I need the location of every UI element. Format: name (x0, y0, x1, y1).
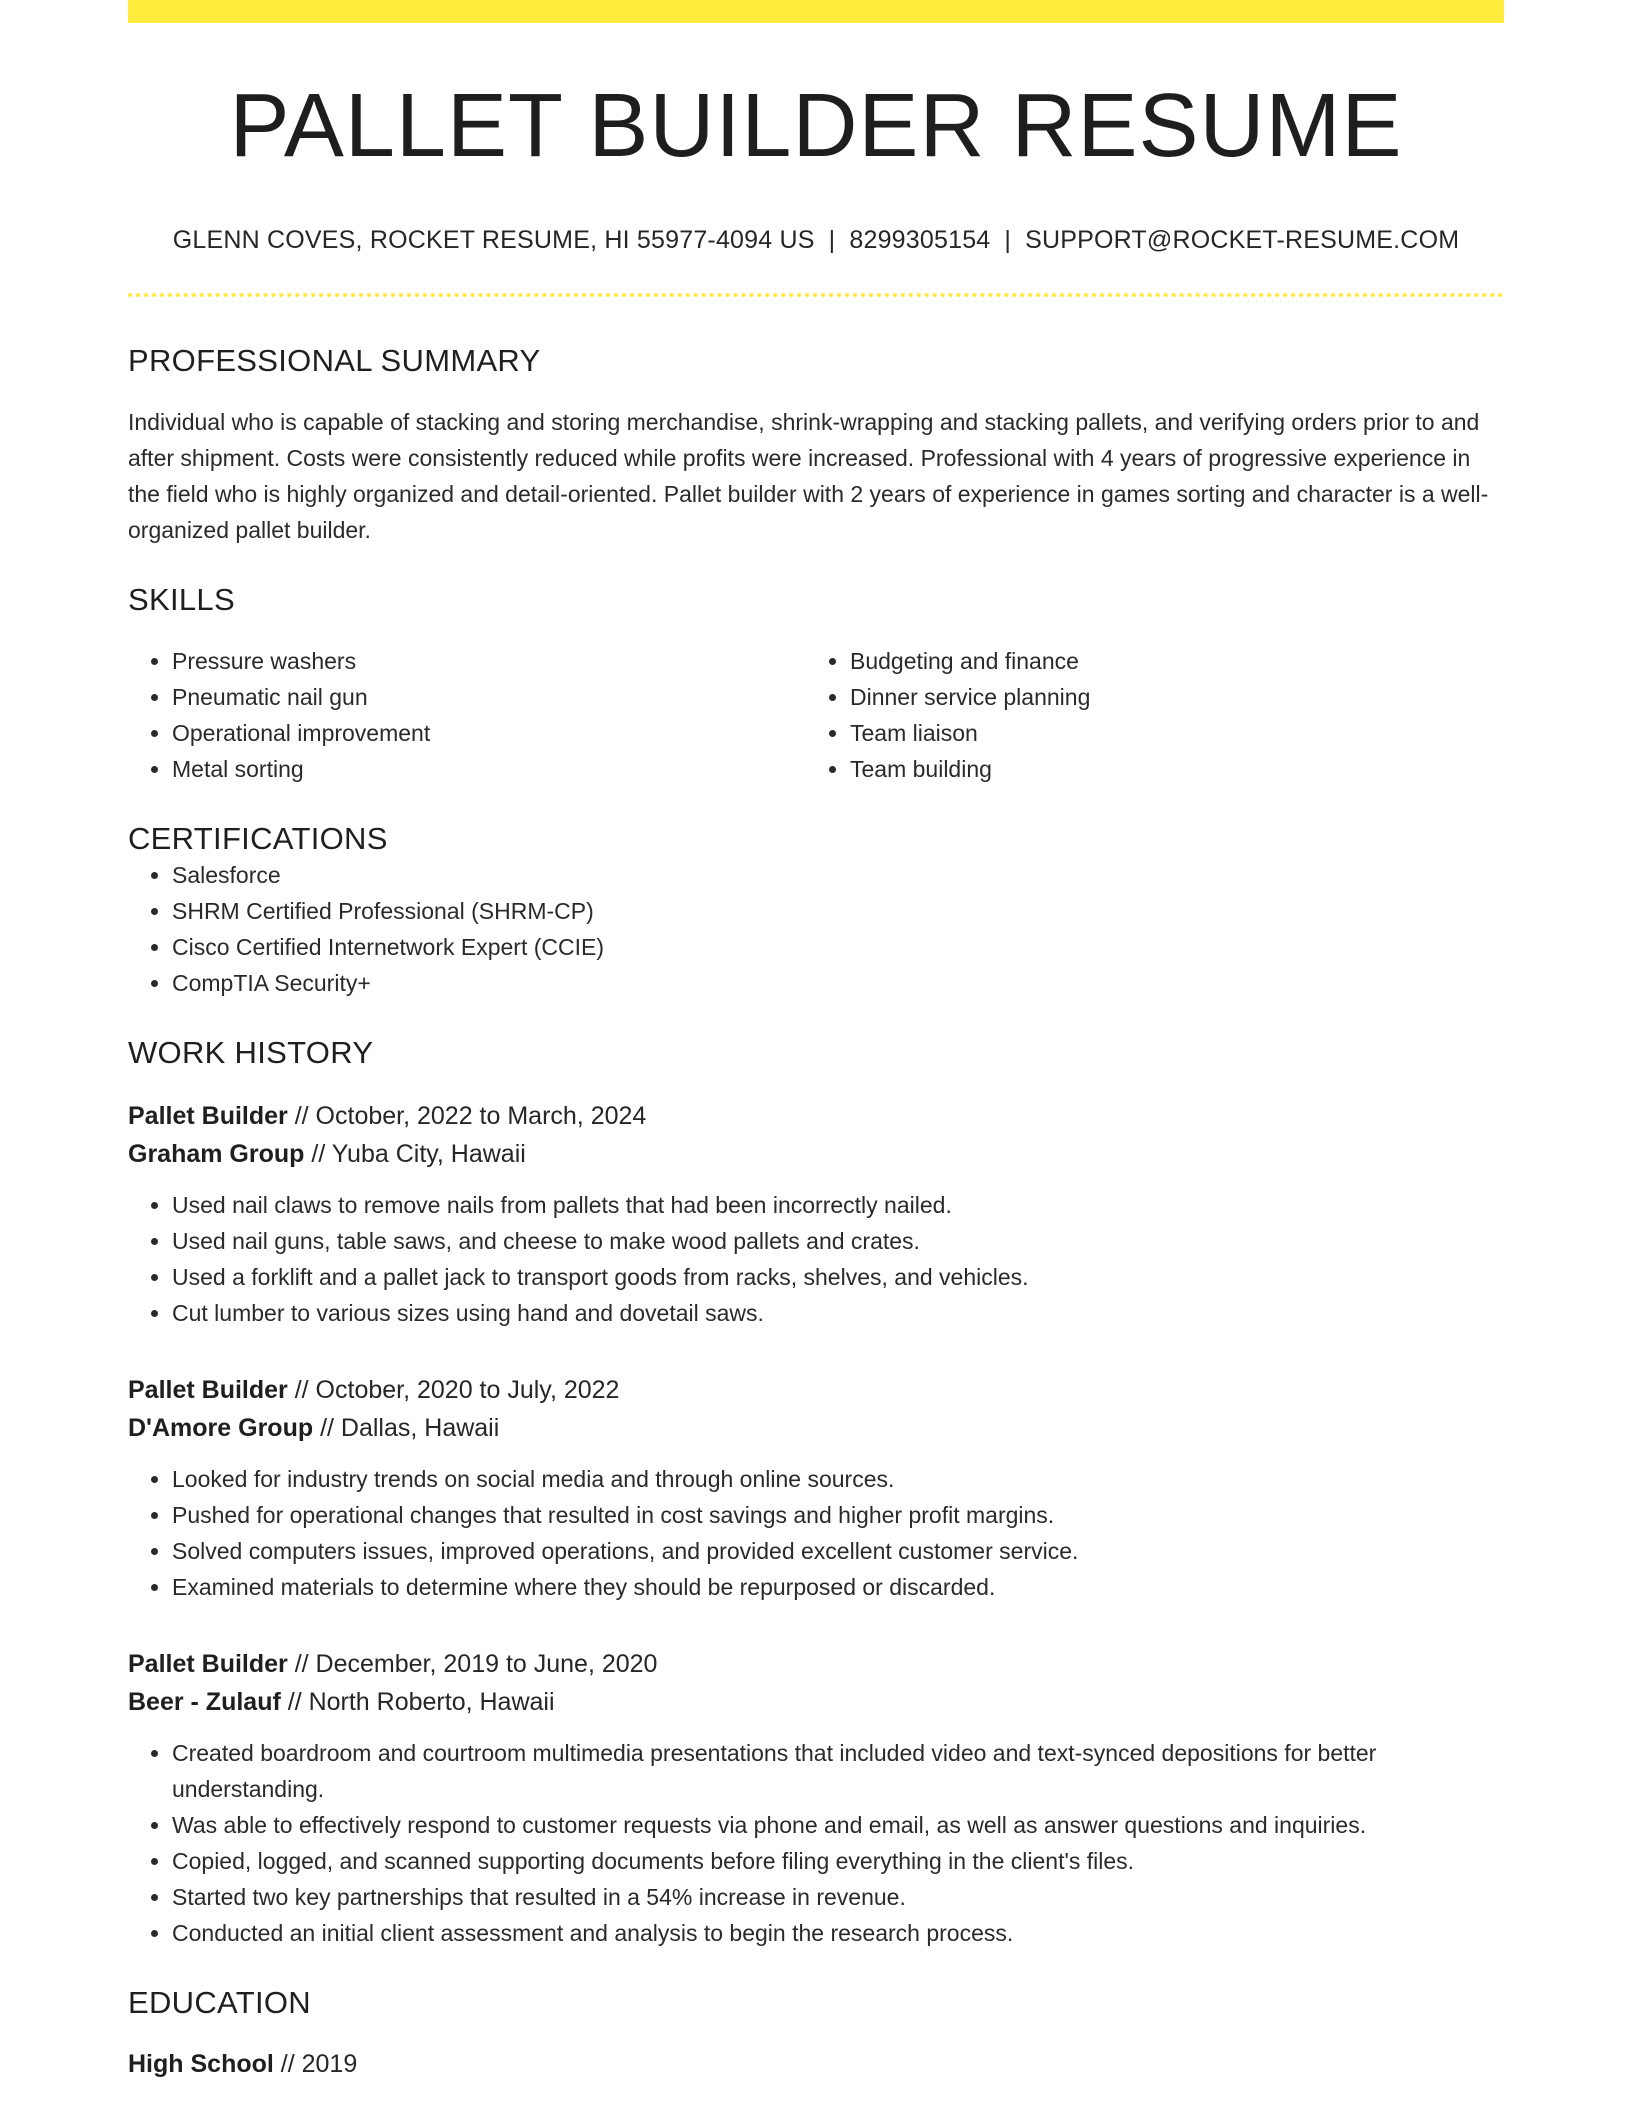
certification-item: • Salesforce (172, 857, 1504, 893)
skill-item: • Budgeting and finance (850, 643, 1484, 679)
job-role: Pallet Builder (128, 1649, 288, 1678)
job-company: Beer - Zulauf (128, 1687, 281, 1716)
summary-heading: PROFESSIONAL SUMMARY (128, 342, 541, 378)
job-company-line (128, 1135, 1504, 1173)
job-dates: // December, 2019 to June, 2020 (287, 1649, 658, 1678)
contact-phone: 8299305154 (849, 225, 991, 254)
contact-separator: | (828, 225, 836, 254)
work-history-heading: WORK HISTORY (128, 1034, 374, 1070)
job-entry (128, 1097, 1504, 1331)
resume-title: PALLET BUILDER RESUME (229, 76, 1403, 176)
job-duty: • Used nail guns, table saws, and cheese to make wood pallets and crates. (172, 1223, 1504, 1259)
job-duty: • Conducted an initial client assessment and analysis to begin the research process. (172, 1915, 1504, 1951)
job-duties-list (128, 1735, 1504, 1951)
job-duty: • Started two key partnerships that resulted in a 54% increase in revenue. (172, 1879, 1504, 1915)
contact-address: GLENN COVES, ROCKET RESUME, HI 55977-4094 US (172, 225, 815, 254)
skills-list-left (128, 643, 806, 787)
job-role: Pallet Builder (128, 1101, 288, 1130)
certification-item: • Cisco Certified Internetwork Expert (CCIE) (172, 929, 1504, 965)
job-title-line (128, 1097, 1504, 1135)
job-duty: • Copied, logged, and scanned supporting documents before filing everything in the client's files. (172, 1843, 1504, 1879)
skill-item: • Operational improvement (172, 715, 806, 751)
skill-item: • Pneumatic nail gun (172, 679, 806, 715)
certification-item: • CompTIA Security+ (172, 965, 1504, 1001)
job-dates: // October, 2022 to March, 2024 (287, 1101, 647, 1130)
job-duty: • Cut lumber to various sizes using hand and dovetail saws. (172, 1295, 1504, 1331)
job-duty: • Used nail claws to remove nails from pallets that had been incorrectly nailed. (172, 1187, 1504, 1223)
job-duty: • Was able to effectively respond to customer requests via phone and email, as well as answer questions and inquiries. (172, 1807, 1504, 1843)
skills-list-right (806, 643, 1484, 787)
job-dates: // October, 2020 to July, 2022 (287, 1375, 620, 1404)
certifications-list (128, 857, 1504, 1001)
job-company-line (128, 1683, 1504, 1721)
skills-column-right (806, 643, 1484, 787)
job-duty: • Examined materials to determine where they should be repurposed or discarded. (172, 1569, 1504, 1605)
certification-item: • SHRM Certified Professional (SHRM-CP) (172, 893, 1504, 929)
header-divider (128, 293, 1504, 297)
skill-item: • Metal sorting (172, 751, 806, 787)
job-duty: • Created boardroom and courtroom multimedia presentations that included video and text-synced depositions for better understanding. (172, 1735, 1504, 1807)
job-entry (128, 1645, 1504, 1951)
certifications-heading: CERTIFICATIONS (128, 820, 388, 856)
education-degree: High School (128, 2049, 274, 2078)
skills-column-left (128, 643, 806, 787)
job-duty: • Pushed for operational changes that resulted in cost savings and higher profit margins. (172, 1497, 1504, 1533)
job-company: D'Amore Group (128, 1413, 314, 1442)
contact-separator: | (1004, 225, 1012, 254)
resume-page (128, 0, 1504, 2083)
skill-item: • Pressure washers (172, 643, 806, 679)
top-accent-bar (128, 0, 1504, 23)
education-heading: EDUCATION (128, 1984, 311, 2020)
skill-item: • Dinner service planning (850, 679, 1484, 715)
summary-text: Individual who is capable of stacking and storing merchandise, shrink-wrapping and stacking pallets, and verifying orders prior to and after shipment. Costs were consistently reduced while profits were increased. Professional with 4 years of progressive experience in the field who is highly organized and detail-oriented. Pallet builder with 2 years of experience in games sorting and character is a well-organized pallet builder. (128, 408, 1489, 543)
contact-line (128, 226, 1504, 255)
job-company: Graham Group (128, 1139, 305, 1168)
job-duties-list (128, 1187, 1504, 1331)
job-entry (128, 1371, 1504, 1605)
skill-item: • Team building (850, 751, 1484, 787)
contact-email: SUPPORT@ROCKET-RESUME.COM (1025, 225, 1460, 254)
skills-heading: SKILLS (128, 581, 235, 617)
job-location: // North Roberto, Hawaii (280, 1687, 555, 1716)
job-duty: • Looked for industry trends on social media and through online sources. (172, 1461, 1504, 1497)
job-duty: • Used a forklift and a pallet jack to transport goods from racks, shelves, and vehicles. (172, 1259, 1504, 1295)
job-title-line (128, 1645, 1504, 1683)
skills-grid (128, 643, 1504, 787)
job-title-line (128, 1371, 1504, 1409)
skill-item: • Team liaison (850, 715, 1484, 751)
education-year: // 2019 (273, 2049, 358, 2078)
job-location: // Yuba City, Hawaii (304, 1139, 526, 1168)
job-company-line (128, 1409, 1504, 1447)
job-duties-list (128, 1461, 1504, 1605)
job-role: Pallet Builder (128, 1375, 288, 1404)
job-duty: • Solved computers issues, improved operations, and provided excellent customer service. (172, 1533, 1504, 1569)
education-entry (128, 2045, 1504, 2083)
job-location: // Dallas, Hawaii (313, 1413, 500, 1442)
